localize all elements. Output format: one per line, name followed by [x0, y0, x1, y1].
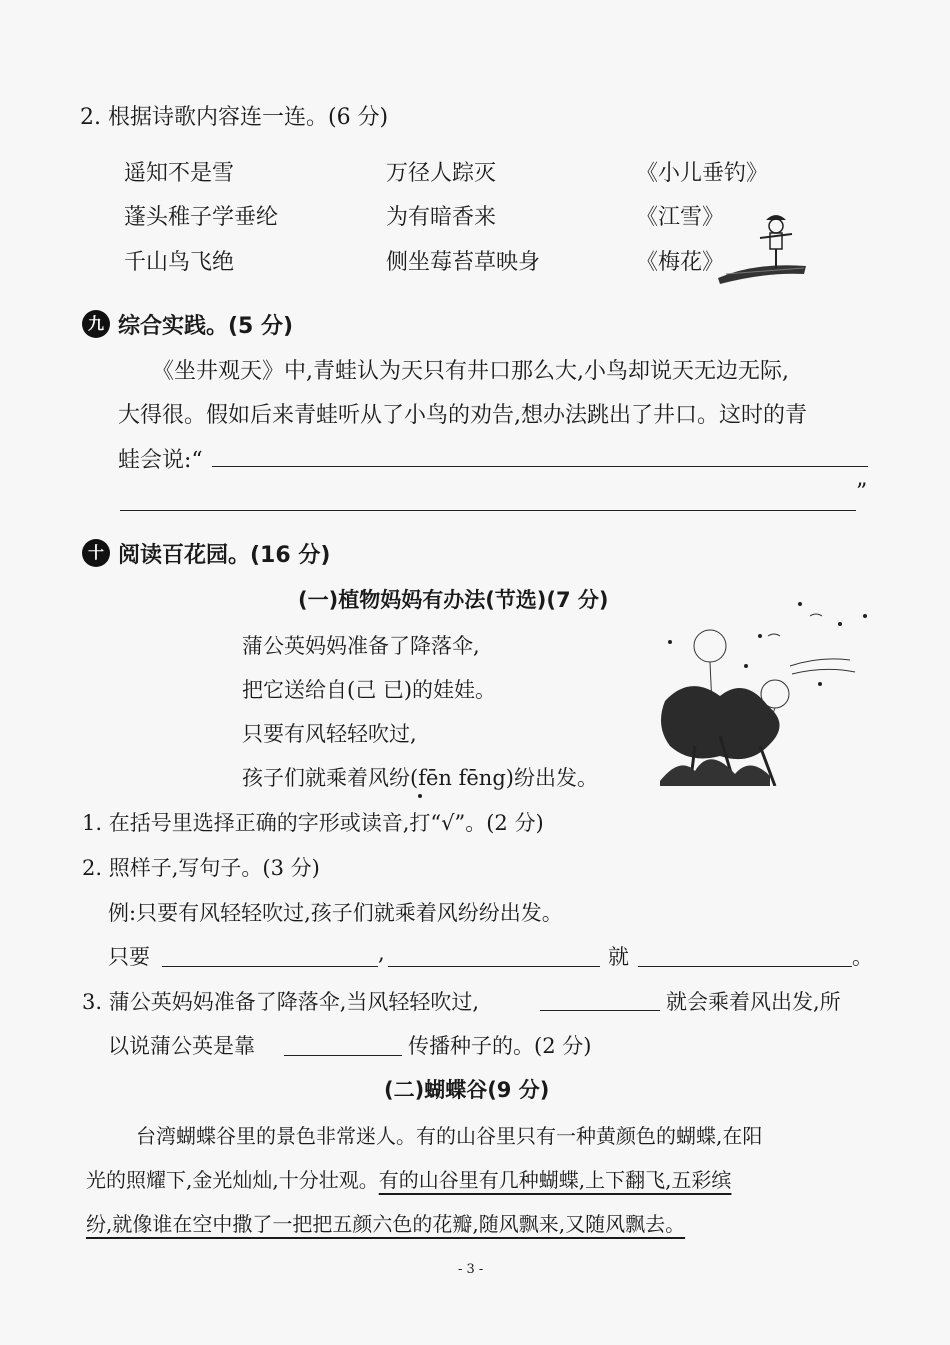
answer-blank-line[interactable]	[388, 966, 600, 967]
passage-text-plain: 光的照耀下,金光灿灿,十分壮观。	[86, 1168, 379, 1192]
emphasis-dot	[418, 794, 422, 798]
fill-label: ,	[378, 941, 385, 965]
section9-text-line: 《坐井观天》中,青蛙认为天只有井口那么大,小鸟却说天无边无际,	[152, 359, 789, 384]
question-3-text: 传播种子的。(2 分)	[408, 1034, 592, 1058]
section-number-badge: 十	[82, 539, 110, 567]
question-2: 2. 照样子,写句子。(3 分)	[82, 856, 320, 880]
dandelion-illustration	[650, 596, 872, 786]
scarecrow-illustration	[716, 208, 808, 286]
poem-col3-item: 《梅花》	[636, 250, 725, 275]
poem-line: 把它送给自(己 已)的娃娃。	[242, 678, 497, 702]
poem-line: 孩子们就乘着风纷(fēn fēng)纷出发。	[242, 766, 598, 790]
section9-title: 综合实践。(5 分)	[118, 314, 294, 339]
part2-title: (二)蝴蝶谷(9 分)	[384, 1078, 550, 1102]
section-number-badge: 九	[82, 310, 110, 338]
question-3-text: 以说蒲公英是靠	[108, 1034, 255, 1058]
answer-blank-line[interactable]	[540, 1010, 660, 1011]
poem-col2-item: 侧坐莓苔草映身	[386, 250, 541, 275]
poem-col2-item: 万径人踪灭	[386, 161, 497, 186]
section9-text-line: 蛙会说:“	[118, 448, 203, 473]
poem-col1-item: 遥知不是雪	[124, 161, 235, 186]
answer-blank-line[interactable]	[212, 466, 868, 467]
poem-line: 只要有风轻轻吹过,	[242, 722, 417, 746]
passage-text-underlined: 有的山谷里有几种蝴蝶,上下翻飞,五彩缤	[378, 1168, 732, 1192]
question-2-example: 例:只要有风轻轻吹过,孩子们就乘着风纷纷出发。	[108, 901, 563, 925]
fill-label: 只要	[108, 945, 150, 969]
fill-label: 。	[852, 945, 873, 969]
close-quote: ”	[856, 480, 868, 505]
question-3-text: 就会乘着风出发,所	[666, 990, 841, 1014]
answer-blank-line[interactable]	[120, 510, 856, 511]
poem-col1-item: 蓬头稚子学垂纶	[124, 205, 279, 230]
question-3-text: 3. 蒲公英妈妈准备了降落伞,当风轻轻吹过,	[82, 990, 480, 1014]
page-number: - 3 -	[458, 1262, 484, 1277]
poem-col2-item: 为有暗香来	[386, 205, 497, 230]
poem-col3-item: 《小儿垂钓》	[636, 161, 769, 186]
fill-label: 就	[608, 945, 629, 969]
part1-title: (一)植物妈妈有办法(节选)(7 分)	[298, 588, 609, 612]
answer-blank-line[interactable]	[284, 1055, 402, 1056]
passage-line: 台湾蝴蝶谷里的景色非常迷人。有的山谷里只有一种黄颜色的蝴蝶,在阳	[136, 1124, 763, 1148]
q2-title: 2. 根据诗歌内容连一连。(6 分)	[80, 105, 389, 130]
question-1: 1. 在括号里选择正确的字形或读音,打“√”。(2 分)	[82, 811, 544, 835]
passage-text-underlined: 纷,就像谁在空中撒了一把把五颜六色的花瓣,随风飘来,又随风飘去。	[86, 1212, 686, 1236]
poem-line: 蒲公英妈妈准备了降落伞,	[242, 634, 480, 658]
poem-col1-item: 千山鸟飞绝	[124, 250, 235, 275]
poem-col3-item: 《江雪》	[636, 205, 725, 230]
section10-title: 阅读百花园。(16 分)	[118, 543, 331, 568]
answer-blank-line[interactable]	[638, 966, 852, 967]
answer-blank-line[interactable]	[162, 966, 378, 967]
section9-text-line: 大得很。假如后来青蛙听从了小鸟的劝告,想办法跳出了井口。这时的青	[118, 403, 807, 428]
passage-line	[86, 1164, 731, 1193]
